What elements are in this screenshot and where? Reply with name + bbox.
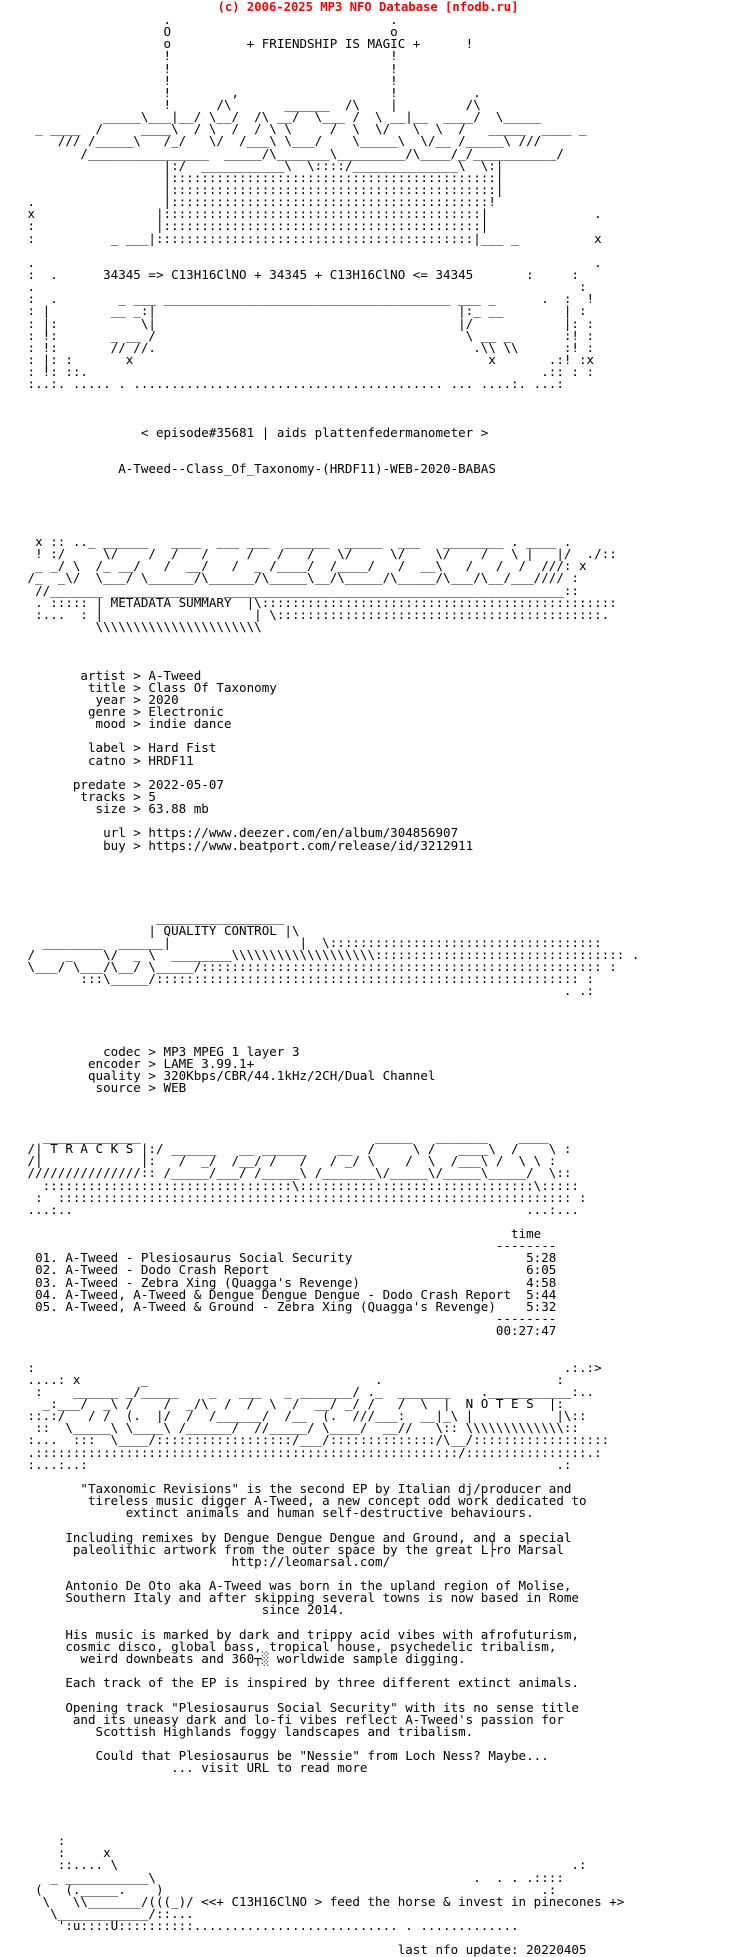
nfo-line: tracks > 5 bbox=[20, 789, 156, 804]
nfo-line bbox=[20, 1823, 639, 1835]
nfo-line: : bbox=[20, 1833, 66, 1849]
nfo-line: \___/ \___/\__/ \_____/::::::::::::::::::::::::::::::::::::::::::::::::::::: : bbox=[20, 958, 617, 974]
nfo-line bbox=[20, 1799, 639, 1811]
nfo-line: :... : | | \:::::::::::::::::::::::::::::::::::::::::::. bbox=[20, 606, 610, 622]
nfo-line bbox=[20, 1811, 639, 1823]
nfo-line: / _ \/ _ \ ________\\\\\\\\\\\\\\\\\\\::::::::::::::::::::::::::::::::: . bbox=[20, 946, 640, 962]
nfo-line bbox=[20, 1022, 639, 1034]
nfo-line: -------- bbox=[20, 1311, 557, 1327]
nfo-line: Scottish Highlands foggy landscapes and tribalism. bbox=[20, 1723, 474, 1739]
nfo-line: _________________ bbox=[20, 910, 285, 926]
nfo-line: /| |: / _/ /__/ / / / _/ \ / \ /___\ / \ \ : bbox=[20, 1153, 557, 1169]
nfo-line: _ ___________\ . . . .:::: bbox=[20, 1869, 564, 1885]
nfo-line: ! ! bbox=[20, 48, 398, 64]
nfo-line: genre > Electronic bbox=[20, 704, 224, 720]
nfo-line: since 2014. bbox=[20, 1602, 345, 1618]
nfo-line bbox=[20, 439, 639, 451]
nfo-line: 03. A-Tweed - Zebra Xing (Quagga's Revenge) 4:58 bbox=[20, 1274, 557, 1290]
nfo-line: ...:.. ...:... bbox=[20, 1201, 579, 1217]
nfo-line: His music is marked by dark and trippy acid vibes with afrofuturism, bbox=[20, 1626, 579, 1642]
nfo-line: ....: x _ . : bbox=[20, 1371, 564, 1387]
nfo-line: : x bbox=[20, 1845, 111, 1861]
nfo-line: extinct animals and human self-destructive behaviours. bbox=[20, 1505, 534, 1521]
nfo-line bbox=[20, 1095, 639, 1107]
nfo-line: catno > HRDF11 bbox=[20, 752, 194, 768]
nfo-line: predate > 2022-05-07 bbox=[20, 776, 224, 792]
nfo-line: ! , ! . bbox=[20, 84, 481, 100]
nfo-line: < episode#35681 | aids plattenfedermanometer > bbox=[20, 424, 489, 440]
nfo-line: label > Hard Fist bbox=[20, 740, 217, 756]
nfo-line: .::::::::::::::::::::::::::::::::::::::::::::::::::::::::/::::::::::::::::.: bbox=[20, 1444, 602, 1460]
nfo-line: artist > A-Tweed bbox=[20, 667, 202, 683]
nfo-line: //_______ _____________ _____________________________________________:: bbox=[20, 582, 579, 598]
nfo-line: O o bbox=[20, 24, 398, 40]
nfo-line: :::\_____/:::::::::::::::::::::::::::::::::::::::::::::::::::::::: : bbox=[20, 971, 595, 987]
nfo-line: ! ! bbox=[20, 72, 398, 88]
nfo-line: _____________ _____ _______ ____ bbox=[20, 1128, 549, 1144]
nfo-line bbox=[20, 500, 639, 512]
nfo-line: /| T R A C K S |:/ ______ __ ______ __ / \ / ____\ / \ : bbox=[20, 1141, 572, 1157]
nfo-line: 02. A-Tweed - Dodo Crash Report 6:05 bbox=[20, 1262, 557, 1278]
nfo-line bbox=[20, 852, 639, 864]
nfo-line: 04. A-Tweed, A-Tweed & Dengue Dengue Dengue - Dodo Crash Report 5:44 bbox=[20, 1286, 557, 1302]
nfo-line: :...:..: .: bbox=[20, 1456, 572, 1472]
nfo-line: : . _ ___ ______________________________________ ___ _ . : ! bbox=[20, 291, 595, 307]
nfo-line: _____\___|__/ \__/ /\ __/ \___ / \ __|__ ____/ \_____ bbox=[20, 109, 542, 125]
nfo-line: ! /\ ______ /\ | /\ bbox=[20, 96, 481, 112]
nfo-line: paleolithic artwork from the outer space by the great L├ro Marsal bbox=[20, 1541, 564, 1557]
nfo-line: |:/ ___________\ \::::/______________\ \:| bbox=[20, 157, 504, 173]
nfo-line: Southern Italy and after skipping several towns is now based in Rome bbox=[20, 1590, 579, 1606]
nfo-line: :: \_____\ \____\ /______/ //_____/ \____/ __// \:: \\\\\\\\\\\\\:: bbox=[20, 1420, 579, 1436]
nfo-line: quality > 320Kbps/CBR/44.1kHz/2CH/Dual Channel bbox=[20, 1068, 436, 1084]
nfo-line: Could that Plesiosaurus be "Nessie" from Loch Ness? Maybe... bbox=[20, 1748, 549, 1764]
nfo-line: : _ ___|::::::::::::::::::::::::::::::::::::::::::|___ _ x bbox=[20, 230, 602, 246]
nfo-line: encoder > LAME 3.99.1+ bbox=[20, 1056, 255, 1072]
copyright-header: (c) 2006-2025 MP3 NFO Database [nfodb.ru] bbox=[217, 0, 519, 14]
nfo-line: : .:.:> bbox=[20, 1359, 602, 1375]
nfo-line: \ \\_______/(((_)/ <<+ C13H16ClNO > feed the horse & invest in pinecones +> bbox=[20, 1893, 625, 1909]
nfo-line bbox=[20, 864, 639, 876]
nfo-line: o + FRIENDSHIP IS MAGIC + ! bbox=[20, 36, 474, 52]
nfo-line bbox=[20, 1787, 639, 1799]
nfo-line bbox=[20, 487, 639, 499]
nfo-line: |:::::::::::::::::::::::::::::::::::::::::::| bbox=[20, 169, 504, 185]
nfo-line: :::::::::::::::::::::::::::::::::\:::::::::::::::::::::::::::::::\::::: bbox=[20, 1177, 579, 1193]
nfo-line: source > WEB bbox=[20, 1080, 187, 1096]
nfo-line: . . bbox=[20, 254, 602, 270]
nfo-line: buy > https://www.beatport.com/release/id/3212911 bbox=[20, 837, 474, 853]
nfo-line: /_ _\/ \___/ \______/\______/\_____\__/\_____/\_____/\___/\__/___//// : bbox=[20, 570, 579, 586]
nfo-line: year > 2020 bbox=[20, 691, 179, 707]
nfo-line: . ::::: | METADATA SUMMARY |\::::::::::::::::::::::::::::::::::::::::::::::: bbox=[20, 594, 617, 610]
nfo-line: . |::::::::::::::::::::::::::::::::::::::::::! bbox=[20, 194, 496, 210]
nfo-line bbox=[20, 1774, 639, 1786]
nfo-line: time bbox=[20, 1226, 542, 1242]
nfo-line: 00:27:47 bbox=[20, 1323, 557, 1339]
nfo-line: http://leomarsal.com/ bbox=[20, 1553, 391, 1569]
nfo-line: : !: _ __ / \ __ _ :! : bbox=[20, 327, 595, 343]
nfo-line: _ ____ / ____\ / \ / / \ \ / \ \/ \ \ / _____ ____ _ bbox=[20, 121, 587, 137]
nfo-line: "Taxonomic Revisions" is the second EP by Italian dj/producer and bbox=[20, 1481, 572, 1497]
nfo-line: \____________/::... bbox=[20, 1905, 194, 1921]
nfo-line: A-Tweed--Class_Of_Taxonomy-(HRDF11)-WEB-2020-BABAS bbox=[20, 461, 496, 477]
nfo-line: : |: \| |/ |: : bbox=[20, 315, 595, 331]
nfo-line: Including remixes by Dengue Dengue Dengue and Ground, and a special bbox=[20, 1529, 572, 1545]
nfo-line: x :: .._ ______ ____ ___ ___ ______ _____ ___ ________ . ____ . bbox=[20, 534, 572, 550]
nfo-line: ... visit URL to read more bbox=[20, 1760, 368, 1776]
nfo-line: . : bbox=[20, 279, 587, 295]
nfo-line: cosmic disco, global bass, tropical house, psychedelic tribalism, bbox=[20, 1638, 557, 1654]
nfo-line: 01. A-Tweed - Plesiosaurus Social Security 5:28 bbox=[20, 1250, 557, 1266]
nfo-line: /// /_____\ /_/ \/ /___\ \___/ \_____\ \/__ /_____\ /// bbox=[20, 133, 542, 149]
nfo-line: mood > indie dance bbox=[20, 716, 232, 732]
nfo-line bbox=[20, 888, 639, 900]
nfo-line: 05. A-Tweed, A-Tweed & Ground - Zebra Xing (Quagga's Revenge) 5:32 bbox=[20, 1298, 557, 1314]
nfo-line: . .: bbox=[20, 983, 595, 999]
nfo-line: Opening track "Plesiosaurus Social Security" with its no sense title bbox=[20, 1699, 579, 1715]
nfo-line bbox=[20, 390, 639, 402]
nfo-line: _:___/ _\ / / _/\ / / \ / __/ _/ / / \ | N O T E S |: bbox=[20, 1396, 564, 1412]
nfo-line bbox=[20, 1337, 639, 1349]
nfo-line: : !: // //. .\\ \\ :! : bbox=[20, 339, 595, 355]
nfo-line: ________ ______| | \:::::::::::::::::::::::::::::::::::: bbox=[20, 934, 602, 950]
nfo-line: size > 63.88 mb bbox=[20, 801, 209, 817]
nfo-line: ':u::::U::::::::::........................... . ............. bbox=[20, 1918, 519, 1934]
nfo-line: ! :/ \/ / / / / / / \/ \/ \/ / \ | |/ ./:: bbox=[20, 546, 617, 562]
nfo-line: |:::::::::::::::::::::::::::::::::::::::::::| bbox=[20, 181, 504, 197]
nfo-line bbox=[20, 876, 639, 888]
nfo-line: :..:. ..... . ......................................... ... ....:. ...: bbox=[20, 376, 564, 392]
nfo-line bbox=[20, 403, 639, 415]
nfo-line: : |: : x x .:! :x bbox=[20, 351, 595, 367]
nfo-ascii-text bbox=[20, 14, 639, 1957]
nfo-line: tireless music digger A-Tweed, a new concept odd work dedicated to bbox=[20, 1493, 587, 1509]
nfo-line: codec > MP3 MPEG 1 layer 3 bbox=[20, 1043, 300, 1059]
nfo-line: weird downbeats and 360┬░ worldwide sample digging. bbox=[20, 1650, 466, 1666]
nfo-line: ! ! bbox=[20, 60, 398, 76]
nfo-line: last nfo update: 20220405 bbox=[20, 1942, 587, 1957]
nfo-line bbox=[20, 645, 639, 657]
nfo-line bbox=[20, 997, 639, 1009]
nfo-line: Antonio De Oto aka A-Tweed was born in the upland region of Molise, bbox=[20, 1578, 572, 1594]
nfo-line: | QUALITY CONTROL |\ bbox=[20, 922, 300, 938]
nfo-line: _ _/ \ /_ __/ / __/ / _ /____/ /____/ / __\ / / / ///: x bbox=[20, 558, 587, 574]
nfo-line: . . bbox=[20, 12, 398, 27]
nfo-line bbox=[20, 633, 639, 645]
nfo-line: : ______ _/_____ _ ___ _ _______/ ._ _______ .___________:.. bbox=[20, 1383, 595, 1399]
nfo-line: ::.... \ .: bbox=[20, 1857, 587, 1873]
nfo-line bbox=[20, 1010, 639, 1022]
nfo-line: ::.:/ / / (. |/ / /______/ /__ (. ///___: __|_\ | |\:: bbox=[20, 1408, 587, 1424]
nfo-line: : . 34345 => C13H16ClNO + 34345 + C13H16ClNO <= 34345 : : bbox=[20, 266, 579, 282]
nfo-line: :... ::: \____/::::::::::::::::::/___/::::::::::::::/\__/:::::::::::::::::: bbox=[20, 1432, 610, 1448]
nfo-line bbox=[20, 475, 639, 487]
nfo-line: title > Class Of Taxonomy bbox=[20, 679, 277, 695]
nfo-line: ///////////////:: /_____/___/ /_____\ /_______\/_____\/_____\_____/ \:: bbox=[20, 1165, 572, 1181]
nfo-line: : |::::::::::::::::::::::::::::::::::::::::::| bbox=[20, 218, 489, 234]
nfo-line bbox=[20, 512, 639, 524]
nfo-line bbox=[20, 1932, 639, 1944]
nfo-line: and its uneasy dark and lo-fi vibes reflect A-Tweed's passion for bbox=[20, 1711, 564, 1727]
nfo-line: ( (._____. ) .: bbox=[20, 1881, 557, 1897]
nfo-line: /________________ _____/\_______\_________/\____/_/___________/ bbox=[20, 145, 564, 161]
nfo-line: \\\\\\\\\\\\\\\\\\\\\\ bbox=[20, 619, 262, 635]
nfo-line: : !: ::. .:: : : bbox=[20, 364, 595, 380]
nfo-line: : | __ _:| |:_ __ | : bbox=[20, 303, 587, 319]
nfo-line: : :::::::::::::::::::::::::::::::::::::::::::::::::::::::::::::::::::: : bbox=[20, 1189, 587, 1205]
nfo-line bbox=[20, 1107, 639, 1119]
nfo-line: -------- bbox=[20, 1238, 557, 1254]
nfo-line: url > https://www.deezer.com/en/album/304856907 bbox=[20, 825, 459, 841]
nfo-line: x |::::::::::::::::::::::::::::::::::::::::::| . bbox=[20, 206, 602, 222]
nfo-line: Each track of the EP is inspired by three different extinct animals. bbox=[20, 1675, 579, 1691]
